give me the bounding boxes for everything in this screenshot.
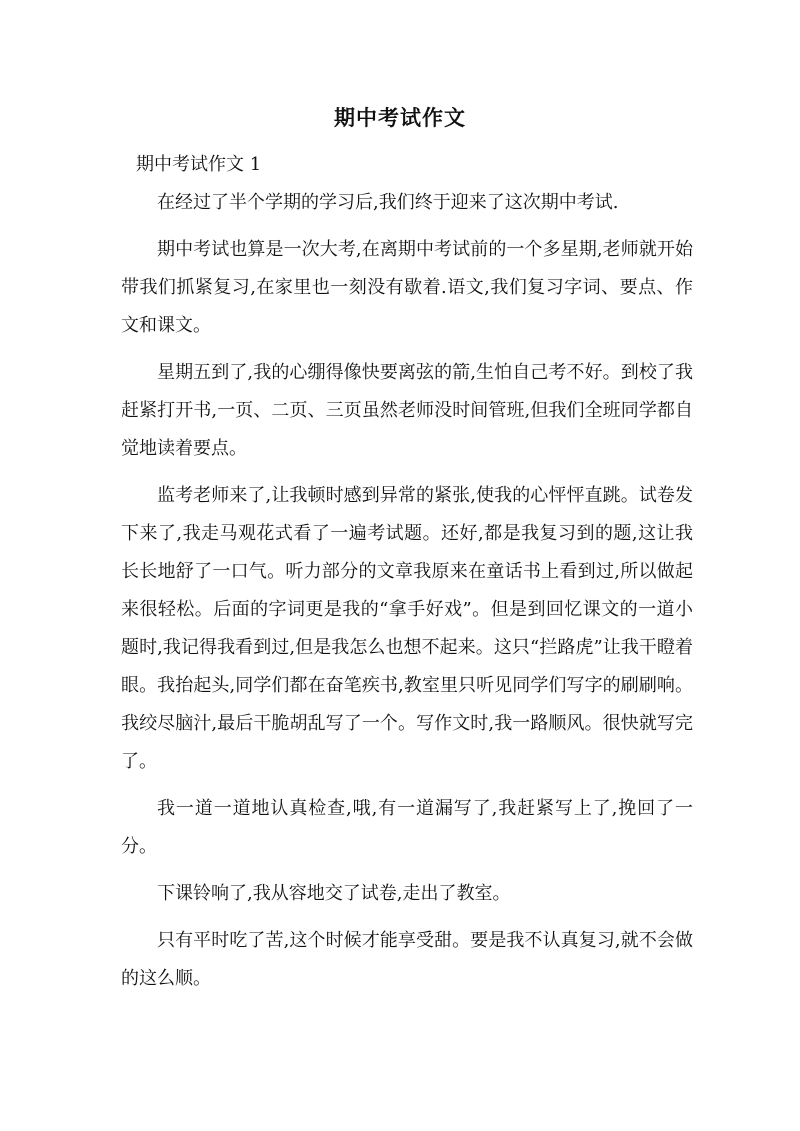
essay-paragraph: 监考老师来了,让我顿时感到异常的紧张,使我的心怦怦直跳。试卷发下来了,我走马观花式看了一遍考试题。还好,都是我复习到的题,这让我长长地舒了一口气。听力部分的文章我原来在童话书上看到过,所以做起来很轻松。后面的字词更是我的“拿手好戏”。但是到回忆课文的一道小题时,我记得我看到过,但是我怎么也想不起来。这只“拦路虎”让我干瞪着眼。我抬起头,同学们都在奋笔疾书,教室里只听见同学们写字的刷刷响。我绞尽脑汁,最后干脆胡乱写了一个。写作文时,我一路顺风。很快就写完了。 (121, 485, 693, 772)
essay-paragraph: 星期五到了,我的心绷得像快要离弦的箭,生怕自己考不好。到校了我赶紧打开书,一页、二页、三页虽然老师没时间管班,但我们全班同学都自觉地读着要点。 (121, 362, 693, 459)
document-title: 期中考试作文 (334, 105, 466, 130)
essay-body (121, 184, 693, 1007)
essay-paragraph: 我一道一道地认真检查,哦,有一道漏写了,我赶紧写上了,挽回了一分。 (121, 798, 693, 857)
essay-paragraph: 在经过了半个学期的学习后,我们终于迎来了这次期中考试. (157, 192, 619, 213)
essay-paragraph: 只有平时吃了苦,这个时候才能享受甜。要是我不认真复习,就不会做的这么顺。 (121, 930, 693, 989)
document-subtitle: 期中考试作文 1 (136, 154, 262, 175)
essay-paragraph: 期中考试也算是一次大考,在离期中考试前的一个多星期,老师就开始带我们抓紧复习,在家里也一刻没有歇着.语文,我们复习字词、要点、作文和课文。 (121, 239, 693, 336)
essay-paragraph: 下课铃响了,我从容地交了试卷,走出了教室。 (157, 883, 511, 904)
